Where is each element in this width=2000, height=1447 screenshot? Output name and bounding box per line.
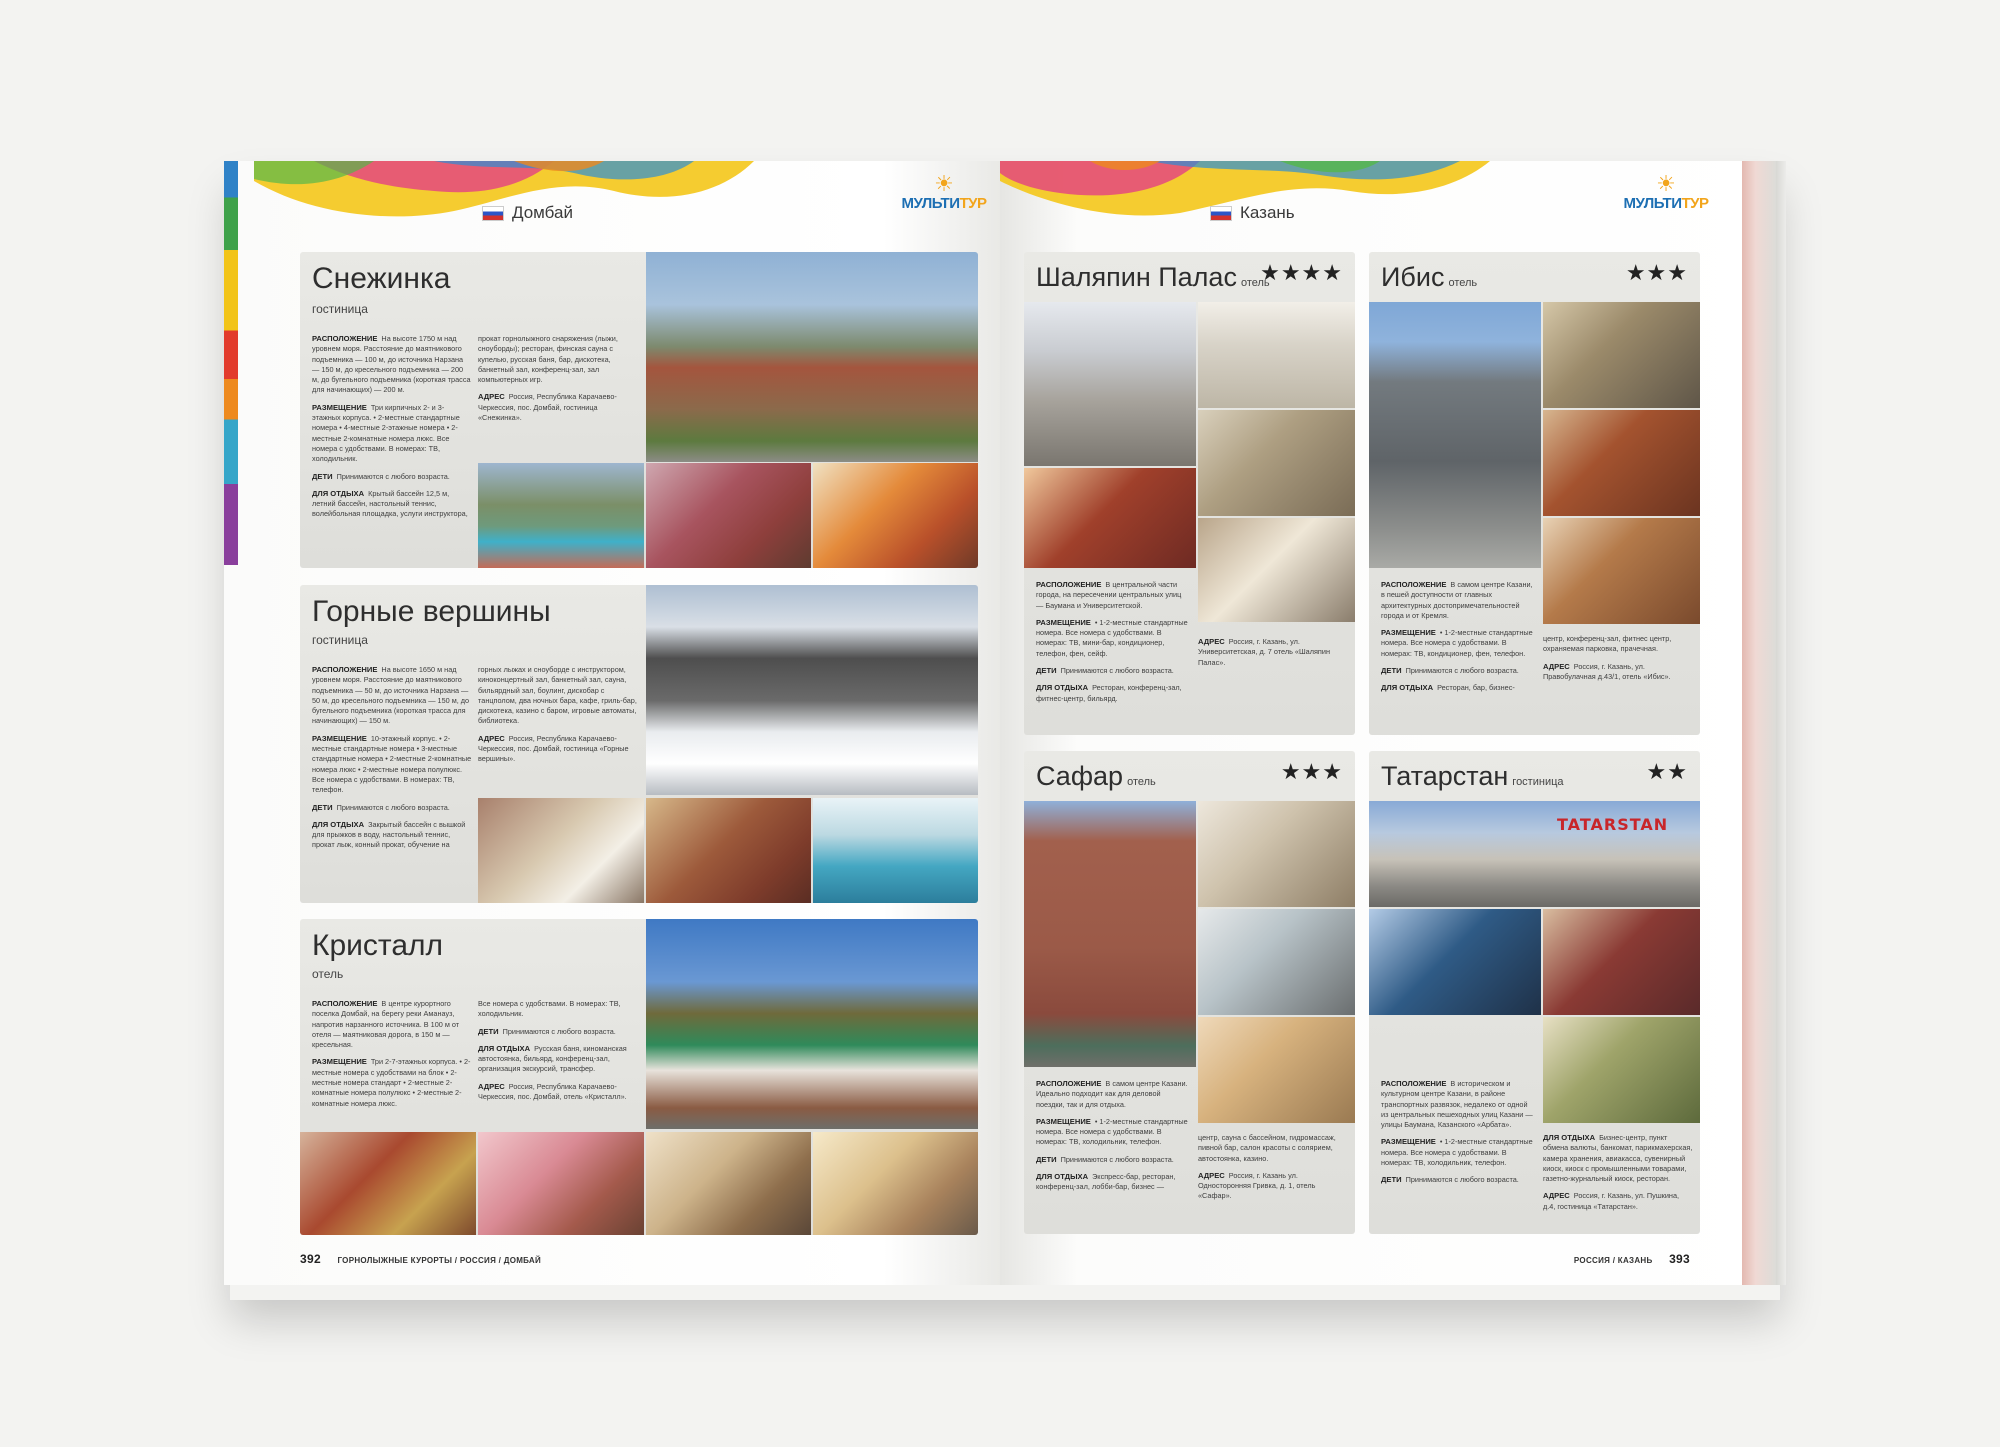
lobby-photo	[1543, 302, 1700, 408]
room-photo	[646, 1132, 811, 1235]
hotel-description-col1: РАСПОЛОЖЕНИЕ В историческом и культурном центре Казани, в районе транспортных развязок, недалеко от одной из центральных пешеходных улиц Казани — улицы Баумана, Казанского «Арбата». РАЗМЕЩЕНИЕ • 1-2-местные стандартные номера. Все номера с удобствами. В номерах: ТВ, холодильник, телефон. ДЕТИ Принимаются с любого возраста.	[1381, 1079, 1533, 1185]
hotel-name: Шаляпин Палас отель	[1036, 262, 1270, 292]
hotel-name: Татарстан гостиница	[1381, 761, 1564, 791]
hotel-exterior-photo	[1369, 302, 1541, 568]
restaurant-photo	[300, 1132, 476, 1235]
hotel-type: отель	[312, 967, 344, 981]
restaurant-photo	[1369, 909, 1541, 1015]
multitour-logo: ☀ МУЛЬТИТУР	[894, 173, 994, 223]
hotel-name: Ибис отель	[1381, 262, 1478, 292]
hotel-description-col1: РАСПОЛОЖЕНИЕ В самом центре Казани, в пешей доступности от главных архитектурных достопримечательностей города и от Кремля. РАЗМЕЩЕНИЕ • 1-2-местные стандартные номера. Все номера с удобствами. В номерах: ТВ, кондиционер, фен, телефон. ДЕТИ Принимаются с любого возраста. ДЛЯ ОТДЫХА Ресторан, бар, бизнес-	[1381, 580, 1533, 693]
room-photo	[1543, 518, 1700, 624]
hotel-description-col1: РАСПОЛОЖЕНИЕ На высоте 1750 м над уровнем моря. Расстояние до маятникового подъемника — 100 м, до источника Нарзана — 150 м, до кресельного подъемника — 200 м, до бугельного подъемника (короткая трасса для начинающих) — 200 м. РАЗМЕЩЕНИЕ Три кирпичных 2- и 3-этажных корпуса. • 2-местные стандартные номера • 4-местные 2-этажные номера • 2-местные 2-комнатные номера люкс. Все номера с удобствами. В номерах: ТВ, холодильник. ДЕТИ Принимаются с любого возраста. ДЛЯ ОТДЫХА Крытый бассейн 12,5 м, летний бассейн, настольный теннис, волейбольная площадка, услуги инструктора,	[312, 334, 471, 519]
room-photo	[646, 798, 811, 903]
sun-icon: ☀	[934, 171, 954, 196]
hotel-exterior-photo	[646, 252, 978, 462]
hotel-name: Снежинка	[312, 262, 451, 295]
hotel-description-col1: РАСПОЛОЖЕНИЕ В самом центре Казани. Идеально подходит как для деловой поездки, так и для отдыха. РАЗМЕЩЕНИЕ • 1-2-местные стандартные номера. Все номера с удобствами. В номерах: ТВ, холодильник, телефон. ДЕТИ Принимаются с любого возраста. ДЛЯ ОТДЫХА Экспресс-бар, ресторан, конференц-зал, лобби-бар, бизнес —	[1036, 1079, 1188, 1192]
left-page-footer	[300, 1252, 541, 1266]
hotel-card	[1369, 252, 1700, 735]
right-page	[1000, 161, 1776, 1285]
indoor-pool-photo	[813, 798, 978, 903]
corridor-photo	[478, 1132, 644, 1235]
room-photo	[1198, 1017, 1355, 1123]
page-number: 392	[300, 1252, 321, 1266]
hotel-exterior-photo	[1024, 801, 1196, 1067]
hotel-exterior-photo	[1369, 801, 1700, 907]
room-photo	[813, 463, 978, 568]
hotel-exterior-photo	[646, 919, 978, 1129]
hotel-card	[1024, 751, 1355, 1234]
hotel-description-col2: Все номера с удобствами. В номерах: ТВ, холодильник. ДЕТИ Принимаются с любого возраста. ДЛЯ ОТДЫХА Русская баня, киноманская автостоянка, бильярд, конференц-зал, организация экскурсий, трансфер. АДРЕС Россия, Республика Карачаево-Черкессия, пос. Домбай, отель «Кристалл».	[478, 999, 627, 1102]
hotel-type: гостиница	[312, 633, 368, 647]
right-page-footer	[1574, 1252, 1690, 1266]
hotel-type: гостиница	[312, 302, 368, 316]
hotel-description-col1: РАСПОЛОЖЕНИЕ На высоте 1650 м над уровнем моря. Расстояние до маятникового подъемника — 50 м, до источника Нарзана — 50 м, до кресельного подъемника — 150 м, до бугельного подъемника (короткая трасса для начинающих) — 150 м. РАЗМЕЩЕНИЕ 10-этажный корпус. • 2-местные стандартные номера • 3-местные стандартные номера • 2-местные 2-комнатные номера люкс • 2-местные номера полулюкс. Все номера с удобствами. В номерах: ТВ, телефон. ДЕТИ Принимаются с любого возраста. ДЛЯ ОТДЫХА Закрытый бассейн с вышкой для прыжков в воду, настольный теннис, прокат лыж, конный прокат, обучение на	[312, 665, 472, 850]
hotel-description-col2: АДРЕС Россия, г. Казань, ул. Университетская, д. 7 отель «Шаляпин Палас».	[1198, 637, 1330, 667]
star-rating: ★★★	[1625, 260, 1688, 285]
star-rating: ★★	[1646, 759, 1688, 784]
hotel-card	[300, 252, 978, 568]
hotel-exterior-photo	[1024, 302, 1196, 466]
hotel-card	[300, 585, 978, 903]
right-page-title: Казань	[1240, 203, 1295, 222]
left-page-header	[482, 203, 573, 223]
page-edge-stack	[1776, 161, 1786, 1285]
hotel-card	[300, 919, 978, 1235]
hotel-description-col1: РАСПОЛОЖЕНИЕ В центральной части города, на пересечении центральных улиц — Баумана и Университетской. РАЗМЕЩЕНИЕ • 1-2-местные стандартные номера. Все номера с удобствами. В номерах: ТВ, мини-бар, кондиционер, телефон, фен, сейф. ДЕТИ Принимаются с любого возраста. ДЛЯ ОТДЫХА Ресторан, конференц-зал, фитнес-центр, бильярд.	[1036, 580, 1188, 703]
room-photo	[1198, 518, 1355, 622]
footer-breadcrumb: ГОРНОЛЫЖНЫЕ КУРОРТЫ / РОССИЯ / ДОМБАЙ	[337, 1256, 542, 1265]
hall-photo	[478, 798, 644, 903]
left-page	[224, 161, 1000, 1285]
room-photo	[1198, 801, 1355, 907]
restaurant-photo	[646, 463, 811, 568]
hotel-exterior-winter-photo	[646, 585, 978, 795]
footer-breadcrumb: РОССИЯ / КАЗАНЬ	[1573, 1256, 1653, 1265]
hotel-sign: TATARSTAN	[1557, 815, 1669, 834]
room-photo	[1543, 909, 1700, 1015]
hotel-type: отель	[1448, 277, 1478, 289]
hotel-description-col2: горных лыжах и сноуборде с инструктором, киноконцертный зал, банкетный зал, сауна, бильярдный зал, боулинг, дискобар с танцполом, два ночных бара, кафе, гриль-бар, дискотека, казино с баром, игровые автоматы, библиотека. АДРЕС Россия, Республика Карачаево-Черкессия, пос. Домбай, гостиница «Горные вершины».	[478, 665, 637, 764]
russia-flag-icon	[1210, 206, 1232, 221]
multitour-logo: ☀ МУЛЬТИТУР	[1616, 173, 1716, 223]
hotel-card	[1024, 252, 1355, 735]
hotel-name: Сафар отель	[1036, 761, 1156, 791]
page-number: 393	[1669, 1252, 1690, 1266]
page-edge-color-stripes	[224, 161, 238, 565]
room-photo	[1543, 1017, 1700, 1123]
hotel-type: гостиница	[1512, 776, 1564, 788]
left-page-title: Домбай	[512, 203, 573, 222]
hotel-type: отель	[1127, 776, 1156, 788]
russia-flag-icon	[482, 206, 504, 221]
sun-icon: ☀	[1656, 171, 1676, 196]
hotel-card	[1369, 751, 1700, 1234]
hotel-description-col1: РАСПОЛОЖЕНИЕ В центре курортного поселка Домбай, на берегу реки Аманауз, напротив нарзанного источника. В 100 м от отеля — маятниковая дорога, в 150 м — кресельная. РАЗМЕЩЕНИЕ Три 2-7-этажных корпуса. • 2-местные номера с удобствами на блок • 2-местные номера стандарт • 2-местные 2-комнатные номера полулюкс • 2-местные 2-комнатные номера люкс.	[312, 999, 471, 1108]
hotel-description-col2: центр, сауна с бассейном, гидромассаж, пивной бар, салон красоты с солярием, автостоянка, казино. АДРЕС Россия, г. Казань ул. Односторонняя Гривка, д. 1, отель «Сафар».	[1198, 1133, 1336, 1201]
pool-photo	[478, 463, 644, 568]
page-edge-stack	[1742, 161, 1776, 1285]
star-rating: ★★★★	[1260, 260, 1343, 285]
hotel-description-col2: прокат горнолыжного снаряжения (лыжи, сноуборды); ресторан, финская сауна с купелью, русская баня, бар, дискотека, банкетный зал, конференц-зал, зал компьютерных игр. АДРЕС Россия, Республика Карачаево-Черкессия, пос. Домбай, гостиница «Снежинка».	[478, 334, 618, 423]
hotel-description-col2: ДЛЯ ОТДЫХА Бизнес-центр, пункт обмена валюты, банкомат, парикмахерская, камера хранения, авиакасса, сувенирный киоск, киоск с промышленными товарами, газетно-журнальный киоск, ресторан. АДРЕС Россия, г. Казань, ул. Пушкина, д.4, гостиница «Татарстан».	[1543, 1133, 1693, 1211]
hotel-name: Горные вершины	[312, 595, 551, 628]
room-photo	[813, 1132, 978, 1235]
hotel-description-col2: центр, конференц-зал, фитнес центр, охраняемая парковка, прачечная. АДРЕС Россия, г. Казань, ул. Правобулачная д.43/1, отель «Ибис».	[1543, 634, 1672, 681]
restaurant-photo	[1024, 468, 1196, 568]
room-photo	[1198, 410, 1355, 516]
hotel-type: отель	[1240, 277, 1270, 289]
room-photo	[1198, 909, 1355, 1015]
hotel-name: Кристалл	[312, 929, 444, 962]
room-photo	[1543, 410, 1700, 516]
right-page-header	[1210, 203, 1295, 223]
star-rating: ★★★	[1280, 759, 1343, 784]
hotel-facade-photo	[1198, 302, 1355, 408]
